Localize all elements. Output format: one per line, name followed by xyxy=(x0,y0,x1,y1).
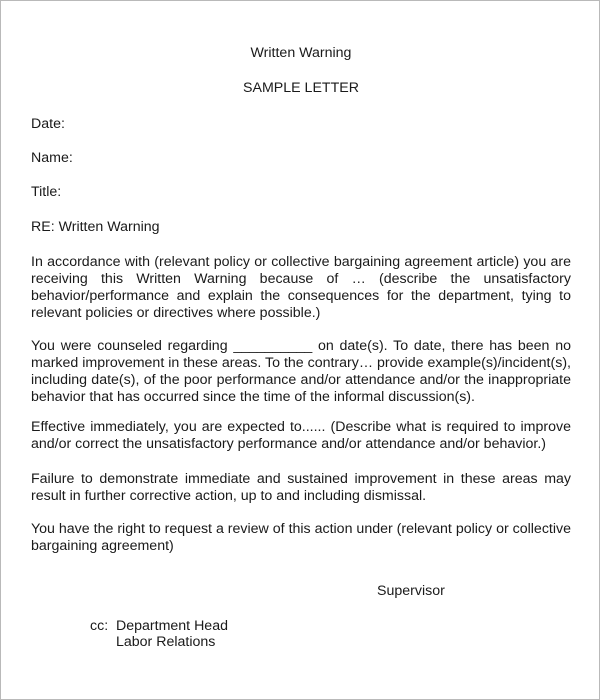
paragraph-line: You have the right to request a review of this action under (relevant policy or collective xyxy=(31,521,571,537)
title-label: Title: xyxy=(31,184,62,200)
paragraph-line: and/or correct the unsatisfactory performance and/or attendance and/or behavior.) xyxy=(31,436,546,452)
paragraph-line: behavior that has occurred since the time of the informal discussion(s). xyxy=(31,389,475,405)
paragraph-line: Failure to demonstrate immediate and sustained improvement in these areas may xyxy=(31,471,571,487)
cc-label: cc: xyxy=(90,618,109,634)
paragraph-line: In accordance with (relevant policy or collective bargaining agreement article) you are xyxy=(31,254,571,270)
document-subtitle: SAMPLE LETTER xyxy=(243,80,359,96)
paragraph-review-rights xyxy=(31,521,571,555)
document-title: Written Warning xyxy=(250,45,352,61)
paragraph-line: bargaining agreement) xyxy=(31,538,174,554)
date-label: Date: xyxy=(31,116,65,132)
paragraph-line: Effective immediately, you are expected to...... (Describe what is required to improve xyxy=(31,419,571,435)
paragraph-line: receiving this Written Warning because of … (describe the unsatisfactory xyxy=(31,271,571,287)
cc-recipient: Labor Relations xyxy=(116,634,216,650)
re-line: RE: Written Warning xyxy=(31,219,160,235)
signature-role: Supervisor xyxy=(377,583,445,599)
paragraph-consequences xyxy=(31,471,571,505)
paragraph-line: relevant policies or directives where possible.) xyxy=(31,305,321,321)
paragraph-line: result in further corrective action, up to and including dismissal. xyxy=(31,488,427,504)
paragraph-policy xyxy=(31,254,571,322)
paragraph-line: marked improvement in these areas. To the contrary… provide example(s)/incident(s), xyxy=(31,355,571,371)
name-label: Name: xyxy=(31,150,73,166)
paragraph-line: behavior/performance and explain the consequences for the department, tying to xyxy=(31,288,571,304)
paragraph-counseling xyxy=(31,338,571,406)
paragraph-line: including date(s), of the poor performance and/or attendance and/or the inappropriate xyxy=(31,372,571,388)
paragraph-line: You were counseled regarding __________ on date(s). To date, there has been no xyxy=(31,338,571,354)
cc-recipient: Department Head xyxy=(116,618,228,634)
paragraph-expectations xyxy=(31,419,571,453)
